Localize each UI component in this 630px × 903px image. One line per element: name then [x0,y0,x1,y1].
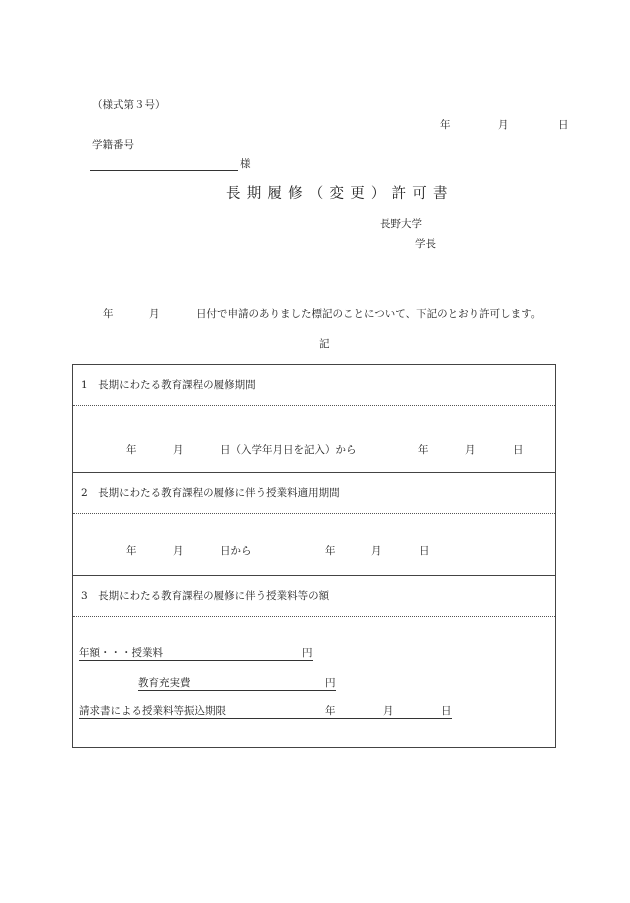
s2-day2: 日 [419,545,430,557]
s1-day2: 日 [513,444,524,456]
section3-heading: 3 長期にわたる教育課程の履修に伴う授業料等の額 [81,590,330,602]
issuer-university: 長野大学 [380,218,422,230]
s2-month2: 月 [371,545,382,557]
deadline-year: 年 [325,705,336,717]
payment-deadline-line [79,718,452,719]
recipient-name-line [90,170,238,171]
student-number-label: 学籍番号 [92,139,134,151]
section3-divider [73,616,555,617]
s1-month1: 月 [173,444,184,456]
section1-heading: 1 長期にわたる教育課程の履修期間 [81,379,256,391]
issue-month-label: 月 [498,119,509,131]
ki-heading: 記 [319,338,330,350]
body-year-label: 年 [103,308,114,320]
s1-year2: 年 [418,444,429,456]
s2-day1-from: 日から [220,545,252,557]
deadline-month: 月 [383,705,394,717]
enrichment-fee-yen: 円 [325,677,336,689]
section2-heading: 2 長期にわたる教育課程の履修に伴う授業料適用期間 [81,487,340,499]
form-number: （様式第３号） [92,99,166,111]
section2-divider [73,513,555,514]
enrichment-fee-label: 教育充実費 [138,677,191,689]
issue-year-label: 年 [440,119,451,131]
annual-tuition-label: 年額・・・授業料 [79,647,163,659]
payment-deadline-label: 請求書による授業料等振込期限 [79,705,226,717]
s1-day1-note: 日（入学年月日を記入）から [220,444,357,456]
s2-year1: 年 [126,545,137,557]
s2-year2: 年 [325,545,336,557]
s2-month1: 月 [173,545,184,557]
section-separator-1 [73,472,555,473]
deadline-day: 日 [441,705,452,717]
annual-tuition-yen: 円 [302,647,313,659]
enrichment-fee-line [138,690,336,691]
issue-day-label: 日 [558,119,569,131]
page-title: 長期履修（変更）許可書 [226,186,454,202]
s1-year1: 年 [126,444,137,456]
section1-divider [73,405,555,406]
annual-tuition-line [79,660,313,661]
details-box [72,364,556,748]
body-month-label: 月 [149,308,160,320]
honorific-sama: 様 [240,158,251,170]
body-text: 日付で申請のありました標記のことについて、下記のとおり許可します。 [196,308,542,320]
s1-month2: 月 [465,444,476,456]
issuer-president: 学長 [415,238,436,250]
section-separator-2 [73,575,555,576]
